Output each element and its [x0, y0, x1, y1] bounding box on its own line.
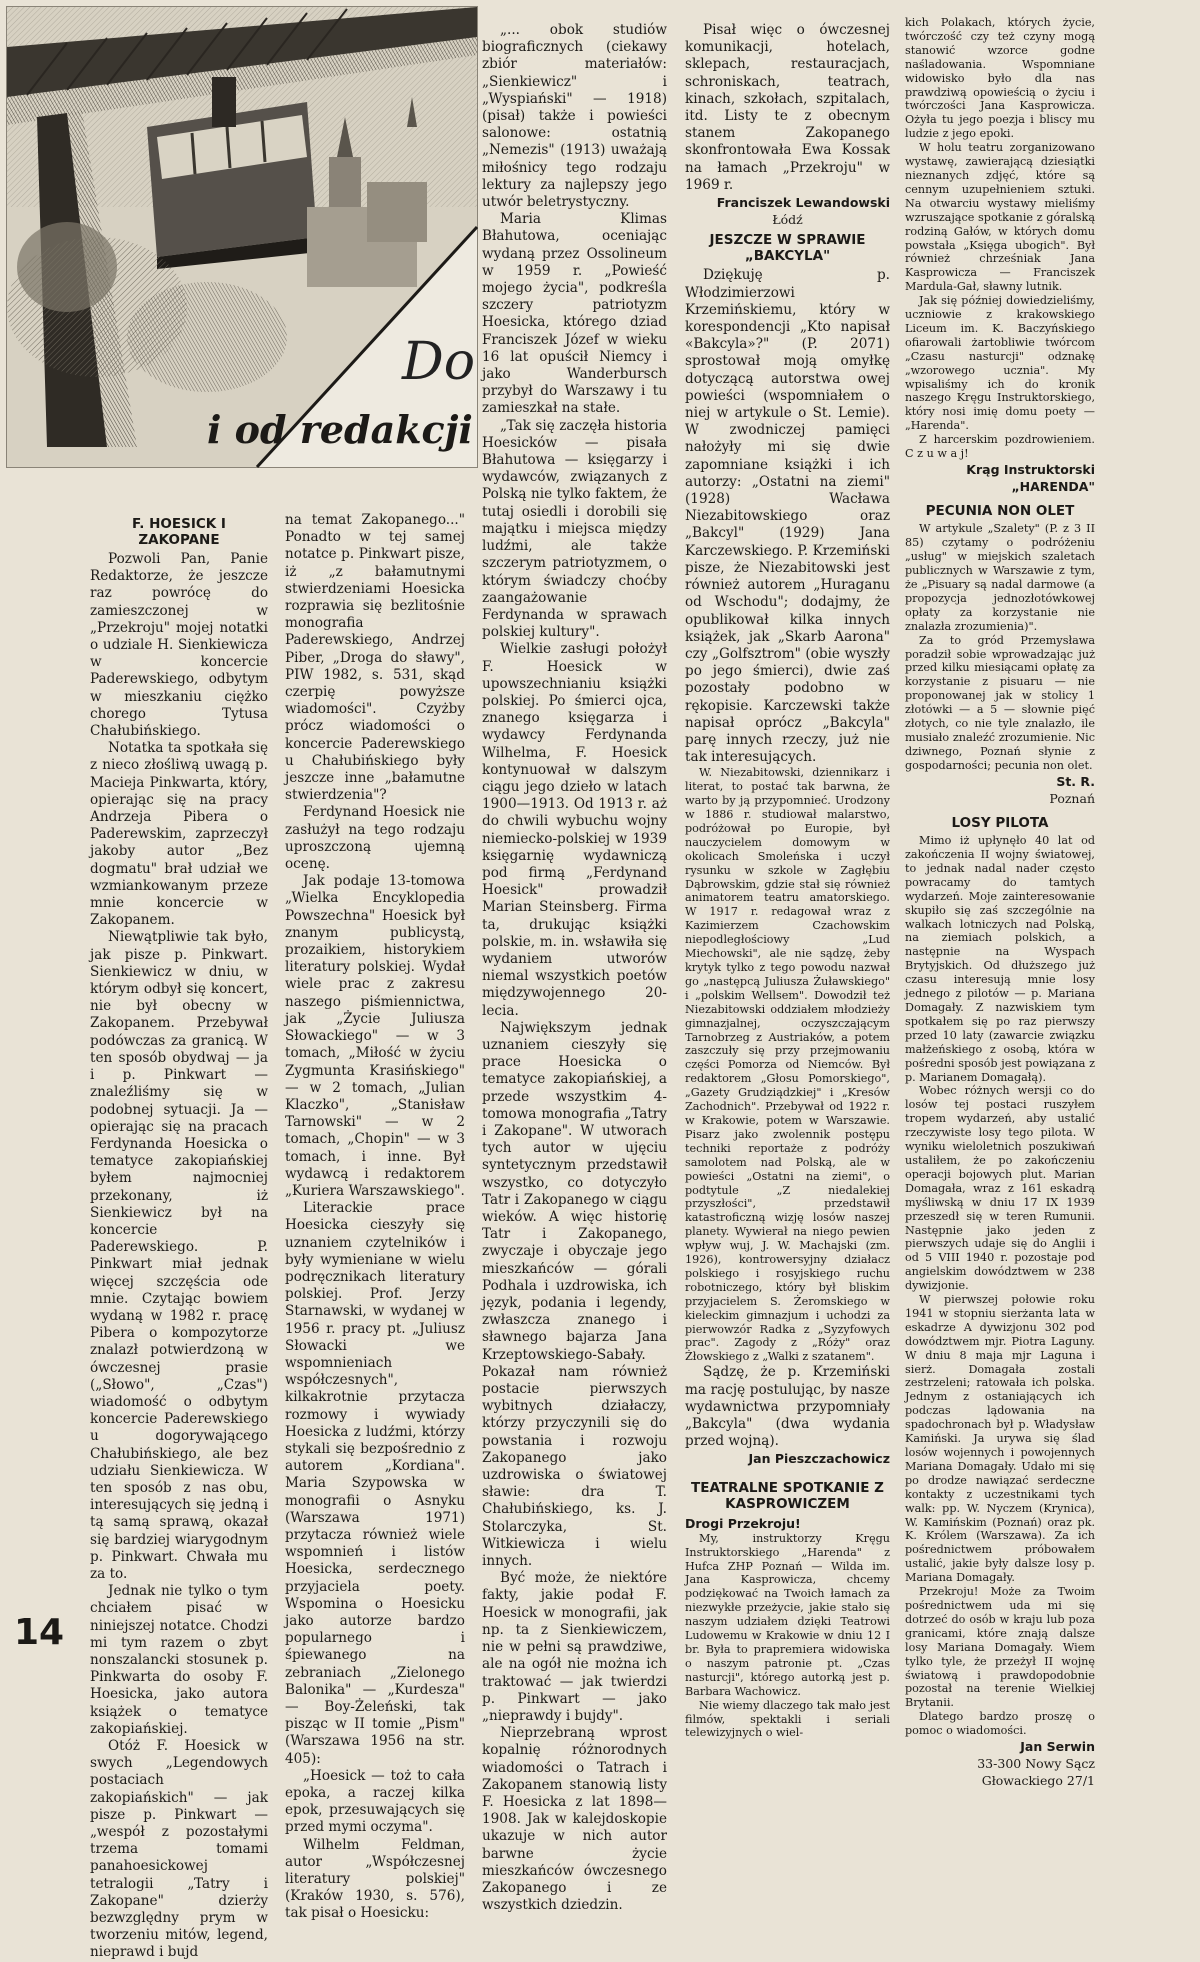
masthead-title-do: Do [402, 332, 475, 392]
small-note: Przekroju! Może za Twoim pośrednictwem uda mi się dotrzeć do osób w kraju lub poza granicami, które znają dalsze losy Mariana Domagały. Wiem tylko tyle, że przeżył II wojnę światową i prawdopodobnie pozostał na terenie Wielkiej Brytanii. [905, 1585, 1095, 1710]
article-heading: JESZCZE W SPRAWIE „BAKCYLA" [709, 232, 866, 265]
column-3 [482, 22, 667, 1914]
small-note: Mimo iż upłynęło 40 lat od zakończenia II wojny światowej, to jednak nadal nader często powracamy do tamtych wydarzeń. Moje zainteresowanie skupiło się zaś szczególnie na walkach lotniczych nad Polską, na ziemiach polskich, a następnie na Wyspach Brytyjskich. Od dłuższego już czasu interesują mnie losy jednego z pilotów — p. Mariana Domagały. Z nazwiskiem tym spotkałem się po raz pierwszy przed 10 laty (zawarcie związku małżeńskiego z osobą, która w pośredni sposób jest powiązana z p. Marianem Domagałą). [905, 834, 1095, 1084]
paragraph: Wilhelm Feldman, autor „Współczesnej literatury polskiej" (Kraków 1930, s. 576), tak pisał o Hoesicku: [285, 1836, 465, 1922]
paragraph: Jednak nie tylko o tym chciałem pisać w niniejszej notatce. Chodzi mi tym razem o zbyt nonszalancki stosunek p. Pinkwarta do osoby F. Hoesicka, jako autora książek o tematyce zakopiańskiej. [90, 1583, 268, 1737]
masthead-illustration [6, 6, 478, 468]
paragraph: „Tak się zaczęła historia Hoesicków — pisała Błahutowa — księgarzy i wydawców, związanych z Polską nie tylko faktem, że tutaj osiedli i dorobili się majątku i miejsca między ludźmi, ale także szczerym patriotyzmem, o którym świadczy choćby zaangażowanie Ferdynanda w sprawach polskiej kultury". [482, 417, 667, 641]
column-5 [905, 16, 1095, 1789]
paragraph: na temat Zakopanego..." Ponadto w tej samej notatce p. Pinkwart pisze, iż „z bałamutnymi stwierdzeniami Hoesicka rozprawia się bezlitośnie monografia Paderewskiego, Andrzej Piber, „Droga do sławy", PIW 1982, s. 531, skąd czerpię powyższe wiadomości". Czyżby prócz wiadomości o koncercie Paderewskiego u Chałubińskiego były jeszcze inne „bałamutne stwierdzenia"? [285, 512, 465, 804]
article-heading: TEATRALNE SPOTKANIE Z KASPROWICZEM [691, 1479, 884, 1512]
signature: Krąg Instruktorski „HARENDA" [966, 462, 1095, 495]
paragraph: Maria Klimas Błahutowa, oceniając wydaną przez Ossolineum w 1959 r. „Powieść mojego życia", podkreśla szczery patriotyzm Hoesicka, którego dziad Franciszek Józef w wieku 16 lat opuścił Niemcy i jako Wanderbursch przybył do Warszawy i tu zamieszkał na stałe. [482, 211, 667, 417]
small-note: Za to gród Przemysława poradził sobie wprowadzając już przed kilku miesiącami opłatę za korzystanie z pisuaru — nie proponowanej jak w stolicy 1 złotówki — a 5 — słownie pięć złotych, co nie tyle znalazło, ile musiało znaleźć zrozumienie. Nic dziwnego, Poznań słynie z gospodarności; pecunia non olet. [905, 633, 1095, 772]
paragraph: Wielkie zasługi położył F. Hoesick w upowszechnianiu książki polskiej. Po śmierci ojca, znanego księgarza i wydawcy Ferdynanda Wilhelma, F. Hoesick kontynuował w dalszym ciągu jego dzieło w latach 1900—1913. Od 1913 r. aż do chwili wybuchu wojny niemiecko-polskiej w 1939 księgarnię wydawniczą pod firmą „Ferdynand Hoesick" prowadził Marian Steinsberg. Firma ta, drukując książki polskie, m. in. wsławiła się wydaniem utworów niemal wszystkich poetów międzywojennego 20-lecia. [482, 641, 667, 1019]
small-note: Wobec różnych wersji co do losów tej postaci ruszyłem tropem wydarzeń, aby ustalić rzeczywiste losy tego pilota. W wyniku wieloletnich poszukiwań ustaliłem, że po zakończeniu operacji bojowych plut. Marian Domagała, wraz z 161 eskadrą myśliwską w dniu 17 IX 1939 przeszedł się w teren Rumunii. Następnie jako jeden z pierwszych udaje się do Anglii i od 5 VIII 1940 r. pozostaje pod angielskim dowództwem w 238 dywizjonie. [905, 1084, 1095, 1293]
column-1 [90, 512, 268, 1961]
salutation: Drogi Przekroju! [685, 1515, 801, 1531]
suspension-railway-drawing [7, 7, 477, 467]
paragraph: Pozwoli Pan, Panie Redaktorze, że jeszcze raz powrócę do zamieszczonej w „Przekroju" mojej notatki o udziale H. Sienkiewicza w koncercie Paderewskiego, odbytym w mieszkaniu ciężko chorego Tytusa Chałubińskiego. [90, 551, 268, 740]
paragraph: Pisał więc o ówczesnej komunikacji, hotelach, sklepach, restauracjach, schroniskach, teatrach, kinach, szkołach, szpitalach, itd. Listy te z obecnym stanem Zakopanego skonfrontowała Ewa Kossak na łamach „Przekroju" w 1969 r. [685, 22, 890, 193]
page-number: 14 [14, 1612, 65, 1653]
article-heading: F. HOESICK I ZAKOPANE [132, 516, 226, 548]
paragraph: Otóż F. Hoesick w swych „Legendowych postaciach zakopiańskich" — jak pisze p. Pinkwart — „wespół z pozostałymi trzema tomami panahoesickowej tetralogii „Tatry i Zakopane" dzierży bezwzględny prym w tworzeniu mitów, legend, nieprawd i bujd [90, 1738, 268, 1961]
paragraph: Jak podaje 13-tomowa „Wielka Encyklopedia Powszechna" Hoesick był znanym publicystą, prozaikiem, historykiem literatury polskiej. Wydał wiele prac z zakresu naszego piśmiennictwa, jak „Życie Juliusza Słowackiego" — w 3 tomach, „Miłość w życiu Zygmunta Krasińskiego" — w 2 tomach, „Julian Klaczko", „Stanisław Tarnowski" — w 2 tomach, „Chopin" — w 3 tomach, i inne. Był wydawcą i redaktorem „Kuriera Warszawskiego". [285, 873, 465, 1199]
paragraph: Być może, że niektóre fakty, jakie podał F. Hoesick w monografii, jak np. ta z Sienkiewiczem, nie w pełni są prawdziwe, ale na ogół nie można ich traktować — jak twierdzi p. Pinkwart — jako „nieprawdy i bujdy". [482, 1570, 667, 1724]
paragraph: Ferdynand Hoesick nie zasłużył na tego rodzaju uproszczoną ujemną ocenę. [285, 804, 465, 873]
article-heading: PECUNIA NON OLET [925, 503, 1075, 520]
small-note: W pierwszej połowie roku 1941 w stopniu sierżanta lata w eskadrze A dywizjonu 302 pod dowództwem mjr. Piotra Laguny. W dniu 8 maja mjr Laguna i sierż. Domagała zostali zestrzeleni; ratowała ich polska. Jednym z ostaniających ich podczas lądowania na spadochronach był p. Władysław Kamiński. Ja urywa się ślad losów wojennych i powojennych Mariana Domagały. Udało mi się po drodze nawiązać serdeczne kontakty z uczestnikami tych walk: pp. W. Nyczem (Krynica), W. Kamińskim (Poznań) oraz pk. K. Królem (Warszawa). Za ich pośrednictwem próbowałem ustalić, jakie były dalsze losy p. Mariana Domagały. [905, 1293, 1095, 1585]
paragraph: „... obok studiów biograficznych (ciekawy zbiór materiałów: „Sienkiewicz" i „Wyspiański" — 1918) (pisał) także i powieści salonowe: ostatnią „Nemezis" (1913) uważają miłośnicy tego rodzaju lektury za najlepszy jego utwór beletrystyczny. [482, 22, 667, 211]
paragraph: Nieprzebraną wprost kopalnię różnorodnych wiadomości o Tatrach i Zakopanem stanowią listy F. Hoesicka z lat 1898—1908. Jak w kalejdoskopie ukazuje w nich autor barwne życie mieszkańców ówczesnego Zakopanego i ze wszystkich dziedzin. [482, 1725, 667, 1914]
paragraph: Dziękuję p. Włodzimierzowi Krzemińskiemu, który w korespondencji „Kto napisał «Bakcyla»?" (P. 2071) sprostował moją omyłkę dotyczącą autorstwa owej powieści (wspomniałem o niej w artykule o St. Lemie). W zwodniczej pamięci nałożyły mi się dwie zapomniane książki i ich autorzy: „Ostatni na ziemi" (1928) Wacława Niezabitowskiego oraz „Bakcyl" (1929) Jana Karczewskiego. P. Krzemiński pisze, że Niezabitowski jest również autorem „Huraganu od Wschodu"; dodajmy, że opublikował kilka innych książek, jak „Skarb Aarona" czy „Golfsztrom" (obie wyszły po jego śmierci), dwie zaś pozostały podobno w rękopisie. Karczewski także napisał oprócz „Bakcyla" parę innych rzeczy, już nie tak interesujących. [685, 267, 890, 766]
small-note: W holu teatru zorganizowano wystawę, zawierającą dziesiątki nieznanych zdjęć, które są cennym uzupełnieniem sztuki. Na otwarciu wystawy mieliśmy wzruszające spotkanie z góralską rodziną Gałów, w których domu powstała „Księga ubogich". Był również chrześniak Jana Kasprowicza — Franciszek Mardula-Gał, sławny lutnik. [905, 141, 1095, 294]
small-note: Jak się później dowiedzieliśmy, uczniowie z krakowskiego Liceum im. K. Baczyńskiego ofiarowali żartobliwie twórcom „Czasu nasturcji" odznakę „wzorowego ucznia". My wpisaliśmy ich do kronik naszego Kręgu Instruktorskiego, który nosi imię domu poety — „Harenda". [905, 294, 1095, 433]
masthead-title-rest: i od redakcji [207, 407, 473, 452]
article-heading: LOSY PILOTA [951, 815, 1049, 832]
paragraph: Największym jednak uznaniem cieszyły się prace Hoesicka o tematyce zakopiańskiej, a przede wszystkim 4-tomowa monografia „Tatry i Zakopane". W utworach tych autor w ujęciu syntetycznym przedstawił wszystko, co dotyczyło Tatr i Zakopanego w ciągu wieków. A więc historię Tatr i Zakopanego, zwyczaje i obyczaje jego mieszkańców — górali Podhala i uzdrowiska, ich język, podania i legendy, zwłaszcza znanego i sławnego bajarza Jana Krzeptowskiego-Sabały. Pokazał nam również postacie pierwszych wybitnych działaczy, którzy przyczynili się do powstania i rozwoju Zakopanego jako uzdrowiska o światowej sławie: dra T. Chałubińskiego, ks. J. Stolarczyka, St. Witkiewicza i wielu innych. [482, 1019, 667, 1570]
column-4 [685, 22, 890, 1740]
small-note: W artykule „Szalety" (P. z 3 II 85) czytamy o podróżeniu „usług" w miejskich szaletach publicznych w Warszawie z tym, że „Pisuary są nadal darmowe (a propozycja jednozłotówkowej opłaty za korzystanie nie znalazła zrozumienia)". [905, 522, 1095, 633]
small-note: W. Niezabitowski, dziennikarz i literat, to postać tak barwna, że warto by ją przypomnieć. Urodzony w 1886 r. studiował malarstwo, podróżował po Europie, był nauczycielem domowym w okolicach Smoleńska i uczył rysunku w szkole w Zagłębiu Dąbrowskim, gdzie stał się również animatorem teatru amatorskiego. W 1917 r. redagował wraz z Kazimierzem Czachowskim niepodległościowy „Lud Miechowski", ale nie sądzę, żeby krytyk tylko z tego powodu nazwał go „następcą Juliusza Żuławskiego" i „polskim Wellsem". Dowodził też Niezabitowski oddziałem młodzieży gimnazjalnej, oczyszczającym Tarnobrzeg z Austriaków, a potem zaszczuły się przy przejmowaniu części Pomorza od Niemców. Był redaktorem „Głosu Pomorskiego", „Gazety Grudziądzkiej" i „Kresów Zachodnich". Przebywał od 1922 r. w Krakowie, potem w Warszawie. Pisarz jako zwolennik postępu techniki reportaże z podróży samolotem nad Polską, ale w powieści „Ostatni na ziemi", o podtytule „Z niedalekiej przyszłości", przedstawił katastroficzną wizję losów naszej planety. Wywierał na niego pewien wpływ wuj, J. W. Machajski (zm. 1926), kontrowersyjny działacz polskiego i rosyjskiego ruchu robotniczego, który był bliskim przyjacielem S. Żeromskiego w kieleckim gimnazjum i uchodzi za pierwowzór Radka z „Syzyfowych prac". Zagody z „Róży" oraz Żłowskiego z „Walki z szatanem". [685, 766, 890, 1364]
signature: St. R. [1056, 773, 1095, 789]
small-note: Nie wiemy dlaczego tak mało jest filmów, spektakli i seriali telewizyjnych o wiel- [685, 1698, 890, 1740]
address: 33-300 Nowy Sącz Głowackiego 27/1 [977, 1756, 1095, 1789]
paragraph: Notatka ta spotkała się z nieco złośliwą uwagą p. Macieja Pinkwarta, który, opierając się na pracy Andrzeja Pibera o Paderewskim, zaprzeczył jakoby autor „Bez dogmatu" brał udział we wzmiankowanym przeze mnie koncercie w Zakopanem. [90, 740, 268, 929]
signature-place: Łódź [772, 212, 803, 228]
signature-place: Poznań [1049, 790, 1095, 806]
paragraph: Niewątpliwie tak było, jak pisze p. Pinkwart. Sienkiewicz w dniu, w którym odbył się koncert, nie był obecny w Zakopanem. Przebywał podówczas za granicą. W ten sposób obydwaj — ja i p. Pinkwart — znaleźliśmy się w podobnej sytuacji. Ja — opierając się na pracach Ferdynanda Hoesicka o tematyce zakopiańskiej byłem najmocniej przekonany, iż Sienkiewicz był na koncercie Paderewskiego. P. Pinkwart miał jednak więcej szczęścia ode mnie. Czytając bowiem wydaną w 1982 r. pracę Pibera o kompozytorze znalazł potwierdzoną w ówczesnej prasie („Słowo", „Czas") wiadomość o odbytym koncercie Paderewskiego u dogorywającego Chałubińskiego, ale bez udziału Sienkiewicza. W ten sposób z nas obu, interesujących się jedną i tą samą sprawą, okazał się bardziej wiarygodnym p. Pinkwart. Chwała mu za to. [90, 929, 268, 1582]
paragraph: „Hoesick — toż to cała epoka, a raczej kilka epok, przesuwających się przed mymi oczyma". [285, 1767, 465, 1836]
paragraph: Sądzę, że p. Krzemiński ma rację postulując, by nasze wydawnictwa przypomniały „Bakcyla" (dwa wydania przed wojną). [685, 1364, 890, 1450]
small-note: Z harcerskim pozdrowieniem. C z u w a j! [905, 433, 1095, 461]
paragraph: Literackie prace Hoesicka cieszyły się uznaniem czytelników i były wymieniane w wielu podręcznikach literatury polskiej. Prof. Jerzy Starnawski, w wydanej w 1956 r. pracy pt. „Juliusz Słowacki we wspomnieniach współczesnych", kilkakrotnie przytacza rozmowy i wywiady Hoesicka z ludźmi, którzy stykali się bezpośrednio z autorem „Kordiana". Maria Szypowska w monografii o Asnyku (Warszawa 1971) przytacza również wiele wspomnień i listów Hoesicka, serdecznego przyjaciela poety. Wspomina o Hoesicku jako autorze bardzo popularnego i śpiewanego na zebraniach „Zielonego Balonika" — „Kurdesza" — Boy-Żeleński, tak pisząc w II tomie „Pism" (Warszawa 1956 na str. 405): [285, 1200, 465, 1767]
small-note: kich Polakach, których życie, twórczość czy też czyny mogą stanowić wzorce godne naśladowania. Wspomniane widowisko było dla nas prawdziwą opowieścią o życiu i twórczości Jana Kasprowicza. Ożyła tu jego poezja i bliscy mu ludzie z jego epoki. [905, 16, 1095, 141]
small-note: My, instruktorzy Kręgu Instruktorskiego „Harenda" z Hufca ZHP Poznań — Wilda im. Jana Kasprowicza, chcemy podziękować na Twoich łamach za niezwykłe przeżycie, jakie stało się naszym udziałem dzięki Teatrowi Ludowemu w Krakowie w dniu 12 I br. Była to prapremiera widowiska o naszym patronie pt. „Czas nasturcji", którego autorką jest p. Barbara Wachowicz. [685, 1531, 890, 1698]
column-2 [285, 512, 465, 1922]
signature: Franciszek Lewandowski [716, 195, 890, 211]
signature: Jan Serwin [1020, 1739, 1095, 1755]
small-note: Dlatego bardzo proszę o pomoc o wiadomości. [905, 1710, 1095, 1738]
signature: Jan Pieszczachowicz [748, 1451, 890, 1467]
